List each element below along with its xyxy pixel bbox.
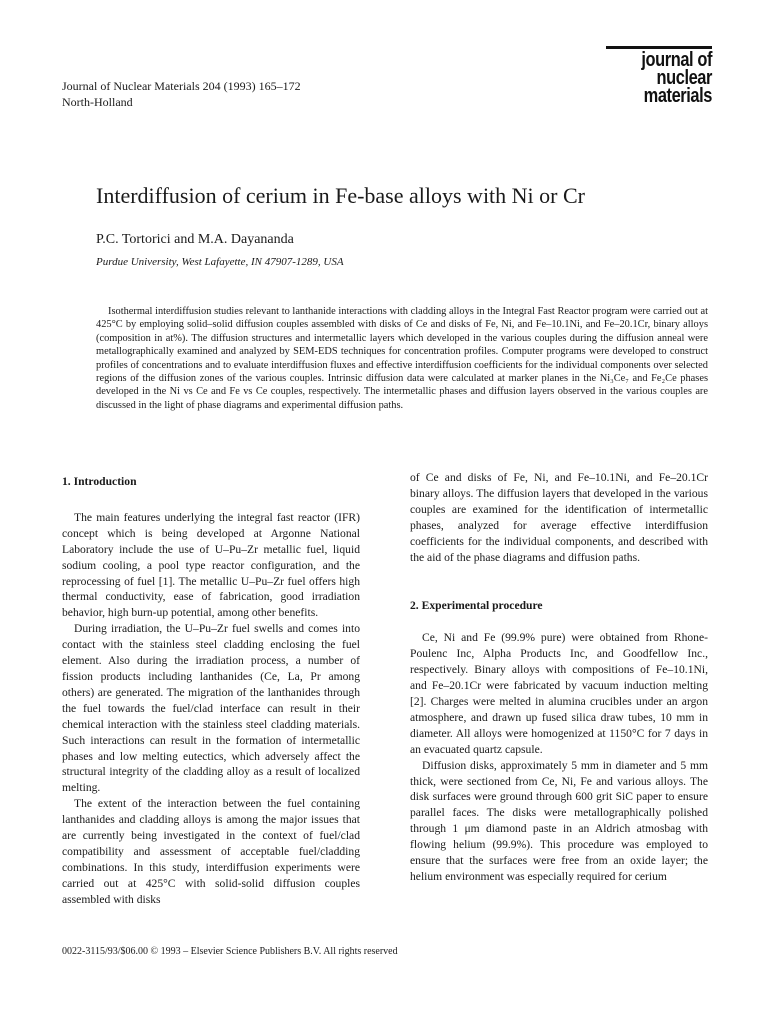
authors: P.C. Tortorici and M.A. Dayananda — [96, 232, 294, 247]
logo-line-2: nuclear — [656, 67, 712, 89]
journal-reference — [62, 78, 301, 110]
section-heading-introduction: 1. Introduction — [62, 475, 137, 488]
journal-logo — [606, 46, 712, 105]
journal-citation: Journal of Nuclear Materials 204 (1993) 165–172 — [62, 79, 301, 93]
abstract: Isothermal interdiffusion studies relevant to lanthanide interactions with cladding alloys in the Integral Fast Reactor program were carried out at 425°C by employing solid–solid diffusion couples assembled with disks of Ce and disks of Fe, Ni, and Fe–10.1Ni, and Fe–20.1Cr, binary alloys (composition in at%). The diffusion structures and intermetallic layers which developed in the various couples during the diffusion anneal were metallographically examined and analyzed by SEM-EDS techniques for concentration profiles. Computer programs were developed to construct profiles of concentrations and to evaluate interdiffusion fluxes and effective interdiffusion coefficients for the individual components over selected regions of the diffusion zones of the various couples. Intrinsic diffusion data were calculated at marker planes in the Ni₃Ce₇ and Fe₂Ce phases developed in the Ni vs Ce and Fe vs Ce couples, respectively. The intermetallic phases and diffusion layers observed in the various couples are discussed in the light of phase diagrams and experimental diffusion paths. — [96, 306, 708, 411]
logo-line-1: journal of — [641, 49, 712, 71]
intro-paragraph-2: During irradiation, the U–Pu–Zr fuel swells and comes into contact with the stainless steel cladding enclosing the fuel element. Also during the irradiation process, a number of fission products including lanthanides (Ce, La, Pr among others) are generated. The migration of the lanthanides through the fuel towards the fuel/clad interface can result in their chemical interaction with the stainless steel cladding materials. Such interactions can result in the formation of intermetallic phases and low melting eutectics, which adversely affect the structural integrity of the cladding alloy as a result of localized melting. — [62, 622, 360, 795]
experimental-paragraph-1: Ce, Ni and Fe (99.9% pure) were obtained from Rhone-Poulenc Inc, Alpha Products Inc, and Goodfellow Inc., respectively. Binary alloys with compositions of Fe–10.1Ni, and Fe–20.1Cr were fabricated by vacuum induction melting [2]. Charges were melted in alumina crucibles under an argon atmosphere, and drawn up fused silica draw tubes, 10 mm in diameter. All alloys were homogenized at 1150°C for 7 days in an evacuated quartz capsule. — [410, 631, 708, 756]
intro-paragraph-continued: of Ce and disks of Fe, Ni, and Fe–10.1Ni, and Fe–20.1Cr binary alloys. The diffusion layers that developed in the various couples are examined for the identification of intermetallic phases, analyzed for average effective interdiffusion coefficients for the individual components, and described with the aid of the phase diagrams and diffusion paths. — [410, 471, 708, 564]
intro-paragraph-3: The extent of the interaction between the fuel containing lanthanides and cladding alloys is among the major issues that are currently being investigated in the context of fuel/clad compatibility and assessment of acceptable fuel/cladding combinations. In this study, interdiffusion experiments were carried out at 425°C with solid-solid diffusion couples assembled with disks — [62, 797, 360, 906]
experimental-paragraph-2: Diffusion disks, approximately 5 mm in diameter and 5 mm thick, were sectioned from Ce, Ni, Fe and various alloys. The disk surfaces were ground through 600 grit SiC paper to ensure parallel faces. The disks were metallographically polished through 1 μm diamond paste in an Aldrich atmosbag with flowing helium (99.9%). This procedure was employed to ensure that the surfaces were free from an oxide layer; the helium environment was especially required for cerium — [410, 758, 708, 883]
left-column — [62, 470, 360, 908]
logo-line-3: materials — [643, 85, 712, 107]
affiliation: Purdue University, West Lafayette, IN 47907-1289, USA — [96, 256, 344, 268]
intro-paragraph-1: The main features underlying the integral fast reactor (IFR) concept which is being developed at Argonne National Laboratory include the use of U–Pu–Zr metallic fuel, liquid sodium cooling, a pool type reactor configuration, and the reprocessing of fuel [1]. The metallic U–Pu–Zr fuel offers high thermal conductivity, ease of fabrication, good irradiation behavior, high burn-up potential, among other benefits. — [62, 510, 360, 620]
right-column — [410, 470, 708, 885]
publisher: North-Holland — [62, 95, 133, 109]
paper-title: Interdiffusion of cerium in Fe-base alloys with Ni or Cr — [96, 183, 585, 208]
section-heading-experimental: 2. Experimental procedure — [410, 599, 543, 613]
copyright-footer: 0022-3115/93/$06.00 © 1993 – Elsevier Science Publishers B.V. All rights reserved — [62, 946, 398, 957]
